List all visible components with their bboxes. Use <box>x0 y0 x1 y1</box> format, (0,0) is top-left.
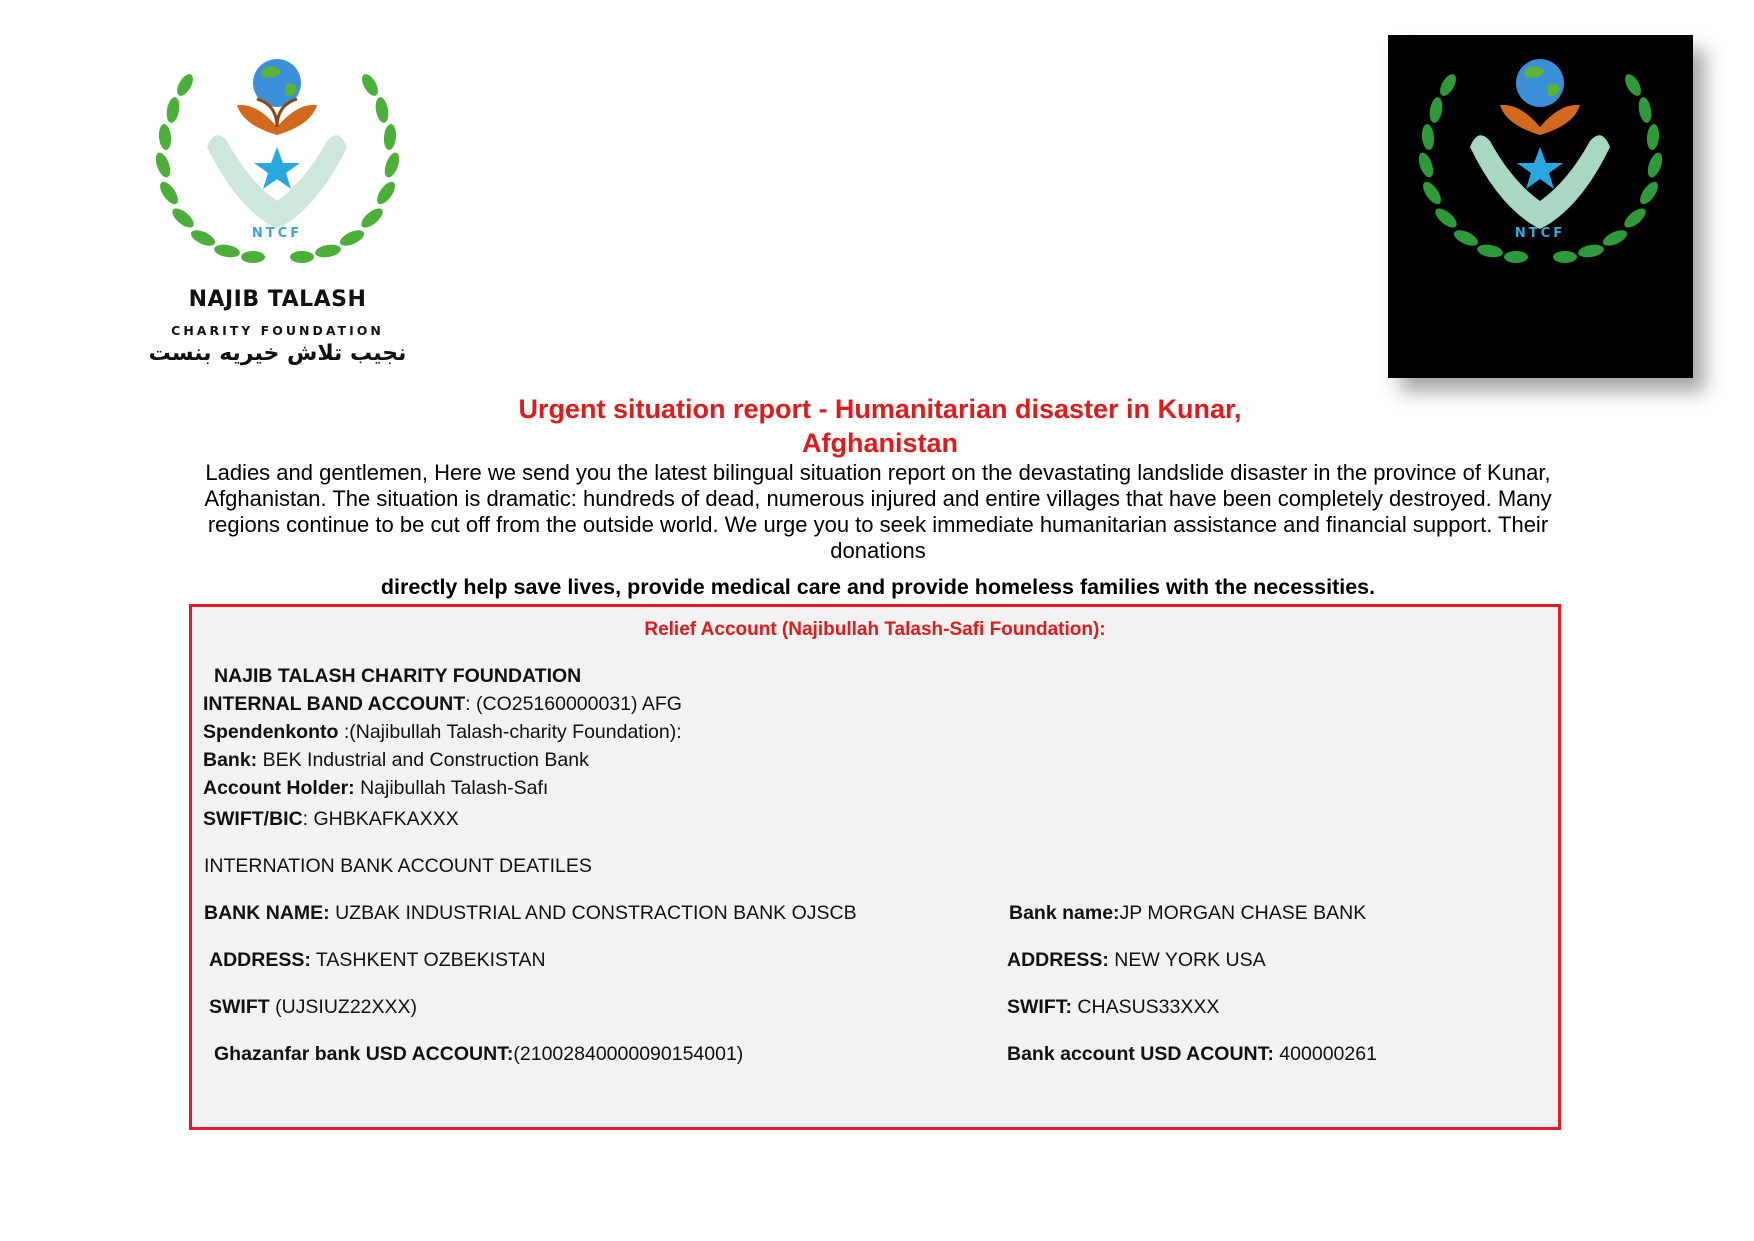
foundation-name: NAJIB TALASH CHARITY FOUNDATION <box>214 665 582 687</box>
report-title <box>330 392 1430 460</box>
international-heading: INTERNATION BANK ACCOUNT DEATILES <box>204 855 592 877</box>
relief-account-box <box>189 604 1561 1130</box>
intro-paragraph: Ladies and gentlemen, Here we send you the latest bilingual situation report on the devastating landslide disaster in the province of Kunar, Afghanistan. The situation is dramatic: hundreds of dead, numerous injured and entire villages that have been completely destroyed. Many regions continue to be cut off from the outside world. We urge you to seek immediate humanitarian assistance and financial support. Their donations <box>204 460 1552 563</box>
bank-line: Bank: BEK Industrial and Construction Bank <box>203 749 589 771</box>
foundation-logo-dark <box>1388 35 1693 378</box>
svg-text:NTCF: NTCF <box>1514 226 1566 241</box>
right-bank-swift-line: SWIFT: CHASUS33XXX <box>1007 996 1220 1018</box>
laurel-emblem-dark-icon <box>1408 55 1673 295</box>
right-bank-address-line: ADDRESS: NEW YORK USA <box>1007 949 1266 971</box>
foundation-logo <box>145 55 410 375</box>
left-bank-name-line: BANK NAME: UZBAK INDUSTRIAL AND CONSTRACTION BANK OJSCB <box>204 902 857 924</box>
spendenkonto-line: Spendenkonto :(Najibullah Talash-charity Foundation): <box>203 721 682 743</box>
account-holder-line: Account Holder: Najibullah Talash-Safı <box>203 777 549 799</box>
relief-account-heading: Relief Account (Najibullah Talash-Safi Foundation): <box>644 619 1106 640</box>
brand-name-arabic: نجیب تلاش خیریه بنست <box>148 341 407 366</box>
svg-text:NTCF: NTCF <box>251 226 303 241</box>
laurel-emblem-icon <box>145 55 410 295</box>
right-bank-name-line: Bank name:JP MORGAN CHASE BANK <box>1009 902 1367 924</box>
report-title-line1: Urgent situation report - Humanitarian disaster in Kunar, <box>518 394 1242 424</box>
swift-bic-line: SWIFT/BIC: GHBKAFKAXXX <box>203 808 459 830</box>
brand-name: NAJIB TALASH <box>188 287 367 312</box>
right-bank-account-line: Bank account USD ACOUNT: 400000261 <box>1007 1043 1377 1065</box>
brand-subtitle: CHARITY FOUNDATION <box>171 323 384 338</box>
report-title-line2: Afghanistan <box>801 428 958 458</box>
left-bank-account-line: Ghazanfar bank USD ACCOUNT:(21002840000090154001) <box>214 1043 744 1065</box>
left-bank-swift-line: SWIFT (UJSIUZ22XXX) <box>209 996 418 1018</box>
left-bank-address-line: ADDRESS: TASHKENT OZBEKISTAN <box>209 949 546 971</box>
emphasis-line: directly help save lives, provide medical care and provide homeless families with the necessities. <box>380 575 1376 599</box>
internal-account-line: INTERNAL BAND ACCOUNT: (CO25160000031) AFG <box>203 693 682 715</box>
